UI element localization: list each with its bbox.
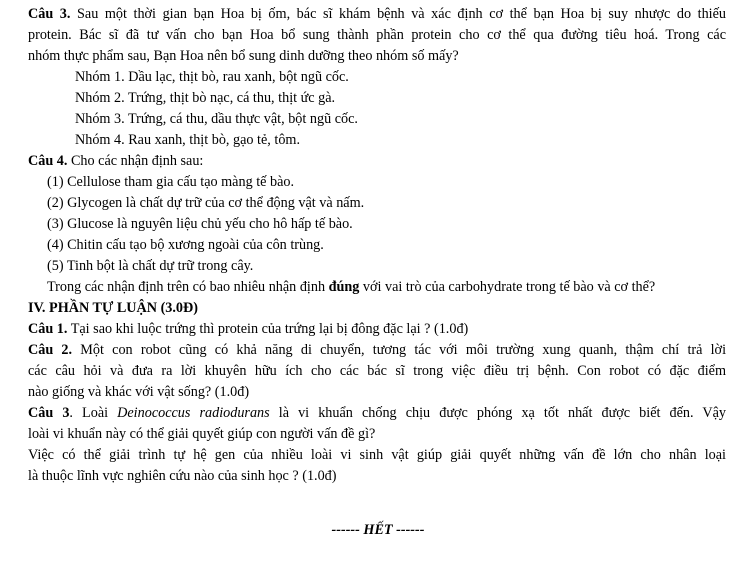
- essay-q3-line-2: loài vi khuẩn này có thể giải quyết giúp con người vấn đề gì?: [28, 426, 376, 442]
- q3-line-3: nhóm thực phẩm sau, Bạn Hoa nên bổ sung dinh dưỡng theo nhóm số mấy?: [28, 48, 459, 64]
- essay-q2-line-2: các câu hỏi và đưa ra lời khuyên hữu ích cho các bác sĩ trong việc điều trị bệnh. Con robot có đặc điểm: [28, 363, 726, 379]
- q3-line-2: protein. Bác sĩ đã tư vấn cho bạn Hoa bổ sung thành phần protein cho cơ thể qua đường tiêu hoá. Trong các: [28, 27, 726, 43]
- end-mark: ------ HẾT ------: [331, 522, 425, 538]
- q3-group-3: Nhóm 3. Trứng, cá thu, dầu thực vật, bột ngũ cốc.: [75, 111, 358, 127]
- essay-q3-line-1: Câu 3. Loài Deinococcus radiodurans là vi khuẩn chống chịu được phóng xạ tốt nhất được biết đến. Vậy: [28, 405, 727, 421]
- essay-q1: Câu 1. Tại sao khi luộc trứng thì protein của trứng lại bị đông đặc lại ? (1.0đ): [28, 321, 469, 337]
- q4-statement-3: (3) Glucose là nguyên liệu chủ yếu cho hô hấp tế bào.: [47, 216, 353, 232]
- essay-q2-label: Câu 2.: [28, 342, 73, 358]
- q4-statement-2: (2) Glycogen là chất dự trữ của cơ thể động vật và nấm.: [47, 195, 365, 211]
- essay-q3-line-4: là thuộc lĩnh vực nghiên cứu nào của sinh học ? (1.0đ): [28, 468, 337, 484]
- q4-label: Câu 4.: [28, 153, 68, 169]
- q3-group-4: Nhóm 4. Rau xanh, thịt bò, gạo tẻ, tôm.: [75, 132, 301, 148]
- section-title: IV. PHẦN TỰ LUẬN (3.0Đ): [28, 300, 198, 316]
- q4-statement-4: (4) Chitin cấu tạo bộ xương ngoài của côn trùng.: [47, 237, 324, 253]
- essay-q3-label: Câu 3: [28, 405, 70, 421]
- q4-statement-1: (1) Cellulose tham gia cấu tạo màng tế bào.: [47, 174, 295, 190]
- species-name: Deinococcus radiodurans: [117, 405, 270, 421]
- essay-q2-line-3: nào giống và khác với vật sống? (1.0đ): [28, 384, 250, 400]
- q3-line-1: Câu 3. Sau một thời gian bạn Hoa bị ốm, bác sĩ khám bệnh và xác định cơ thể bạn Hoa bị suy nhược do thiếu: [28, 6, 727, 22]
- essay-q1-label: Câu 1.: [28, 321, 68, 337]
- q4-question: Trong các nhận định trên có bao nhiêu nhận định đúng với vai trò của carbohydrate trong tế bào và cơ thể?: [47, 279, 656, 295]
- q3-group-2: Nhóm 2. Trứng, thịt bò nạc, cá thu, thịt ức gà.: [75, 90, 336, 106]
- essay-q2-line-1: Câu 2. Một con robot cũng có khả năng di chuyển, tương tác với môi trường xung quanh, thậm chí trả lời: [28, 342, 727, 358]
- q3-label: Câu 3.: [28, 6, 71, 22]
- essay-q3-line-3: Việc có thể giải trình tự hệ gen của nhiều loài vi sinh vật giúp giải quyết những vấn đề lớn cho nhân loại: [28, 447, 726, 463]
- q4-intro-line: Câu 4. Cho các nhận định sau:: [28, 153, 204, 169]
- q4-statement-5: (5) Tinh bột là chất dự trữ trong cây.: [47, 258, 254, 274]
- q3-group-1: Nhóm 1. Dầu lạc, thịt bò, rau xanh, bột ngũ cốc.: [75, 69, 349, 85]
